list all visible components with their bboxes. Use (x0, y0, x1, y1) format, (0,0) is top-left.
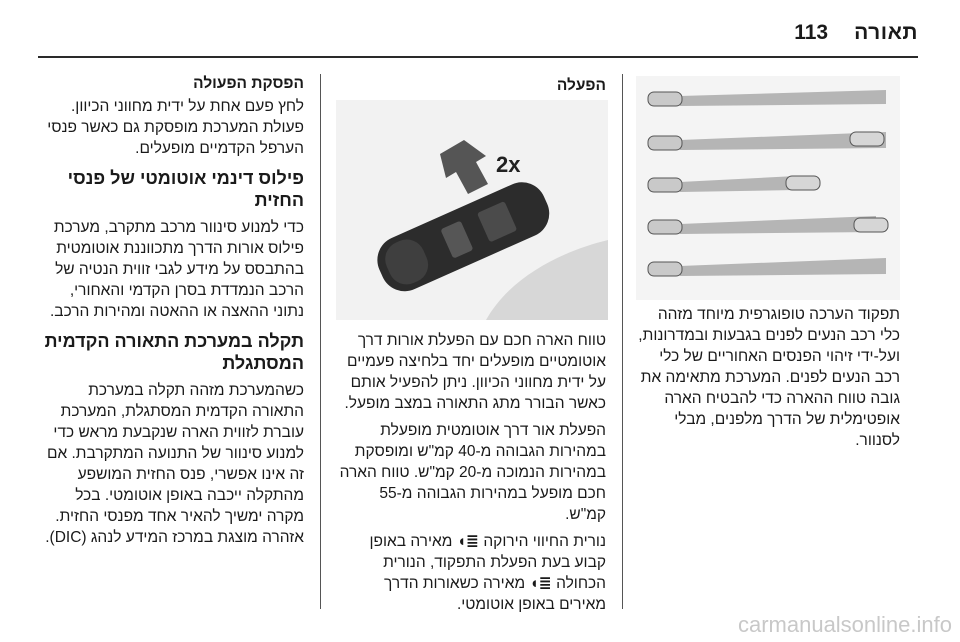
paragraph: הפעלת אור דרך אוטומטית מופעלת במהירות הגבוהה מ-40 קמ"ש ומופסקת במהירות הנמוכה מ-20 קמ"ש. טווח הארה חכם מופעל במהירות הגבוהה מ-55 קמ"ש. (339, 422, 606, 523)
paragraph: טווח הארה חכם עם הפעלת אורות דרך אוטומטיים מופעלים יחד בלחיצה פעמיים על ידית מחווני הכיוון. ניתן להפעיל אותם כאשר הבורר מתג התאורה במצב מופעל. (344, 332, 606, 412)
paragraph-text: מאירה כשאורות הדרך מאירים באופן אוטומטי. (384, 575, 606, 613)
car-icon (648, 262, 682, 276)
paragraph: כדי למנוע סינוור מרכב מתקרב, מערכת פילוס אורות הדרך מתכווננת אוטומטית בהתבסס על מידע לגבי זווית הנטיה של הרכב הנמדדת בסרן הקדמי והאחורי, נתוני ההאצה או ההאטה ומהירות הרכב. (50, 219, 304, 320)
section-heading: הפסקת הפעולה (193, 75, 304, 92)
auto-high-beam-icon: ≣◖ (456, 533, 480, 550)
paragraph: תפקוד הערכה טופוגרפית מיוחד מזהה כלי רכב הנעים לפנים בגבעות ובמדרונות, ועל-ידי זיהוי הפנסים האחוריים של כלי רכב הנעים לפנים. המערכת מתאימה את גובה טווח ההארה כדי להבטיח הארה אופטימלית של הדרך מלפנים, מבלי לסנוור. (638, 306, 900, 449)
section-heading: הפעלה (556, 77, 606, 94)
section-heading: תקלה במערכת התאורה הקדמית המסתגלת (44, 331, 304, 373)
header-rule (38, 56, 918, 58)
car-icon (648, 92, 682, 106)
car-icon (648, 220, 682, 234)
car-icon (786, 176, 820, 190)
text-column-right (40, 74, 304, 554)
high-beam-icon: ≣◖ (529, 575, 552, 592)
car-icon (850, 132, 884, 146)
section-heading: פילוס דינמי אוטומטי של פנסי החזית (67, 168, 304, 210)
page-number: 113 (794, 21, 829, 44)
chapter-title: תאורה (854, 21, 918, 44)
column-divider (320, 74, 321, 609)
text-column-left (636, 304, 900, 457)
paragraph-text: נורית החיווי הירוקה (483, 533, 606, 550)
paragraph (336, 531, 606, 615)
paragraph: לחץ פעם אחת על ידית מחווני הכיוון. פעולת המערכת מופסקת גם כאשר פנסי הערפל הקדמיים מופעלים. (47, 98, 304, 157)
paragraph: כשהמערכת מזהה תקלה במערכת התאורה הקדמית המסתגלת, המערכת עוברת לזווית הארה שנקבעת מראש כדי למנוע סינוור של התנועה המתקרבת. אם זה אינו אפשרי, פנס החזית המושפע מהתקלה ייכבה באופן אוטומטי. בכל מקרה ימשיך להאיר אחד מפנסי החזית. אזהרה מוצגת במרכז המידע לנהג (DIC). (45, 382, 304, 546)
topographic-illustration (636, 76, 900, 300)
stalk-drawing (336, 100, 608, 320)
car-icon (854, 218, 888, 232)
column-divider (622, 74, 623, 609)
watermark: carmanualsonline.info (737, 612, 952, 637)
stalk-illustration (336, 100, 608, 320)
paragraph-text: מאירה באופן קבוע בעת הפעלת התפקוד, הנורית הכחולה (369, 533, 606, 592)
text-column-middle-body (336, 330, 606, 621)
car-icon (648, 136, 682, 150)
press-count-label: 2x (496, 152, 521, 177)
beam-drawing (636, 76, 900, 300)
text-column-middle (336, 76, 606, 98)
page-header (38, 18, 918, 48)
car-icon (648, 178, 682, 192)
